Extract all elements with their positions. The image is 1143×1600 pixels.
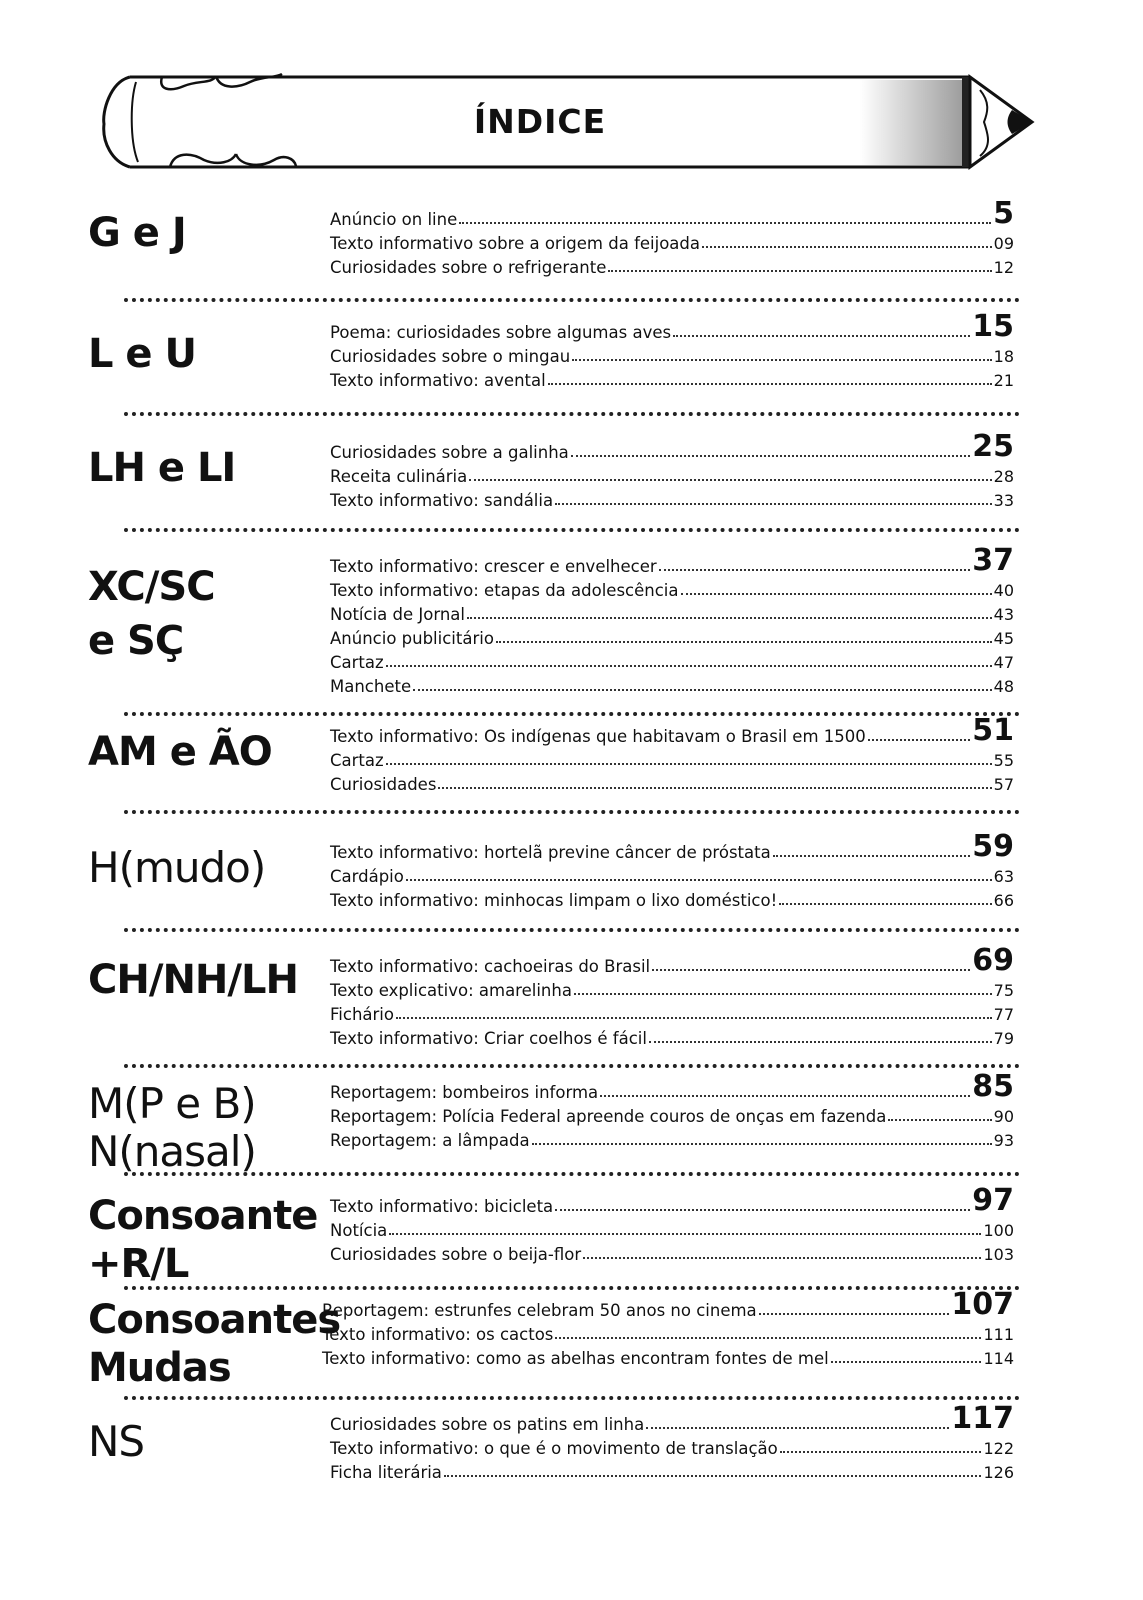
entry-list xyxy=(330,196,1014,277)
section-divider xyxy=(124,1286,1020,1290)
entry-list xyxy=(330,713,1014,794)
section-divider xyxy=(124,712,1020,716)
index-entry[interactable]: Curiosidades 57 xyxy=(330,775,1014,794)
section-heading: M(P e B) N(nasal) xyxy=(88,1079,256,1176)
entry-list xyxy=(330,1183,1014,1264)
entry-list xyxy=(330,829,1014,910)
entry-list xyxy=(330,543,1014,696)
index-entry[interactable]: Texto informativo: bicicleta 97 xyxy=(330,1183,1014,1218)
section-heading: CH/NH/LH xyxy=(88,957,298,1003)
index-entry[interactable]: Texto informativo: avental 21 xyxy=(330,371,1014,390)
index-entry[interactable]: Cartaz 55 xyxy=(330,751,1014,770)
section-heading: L e U xyxy=(88,331,196,377)
index-entry[interactable]: Manchete 48 xyxy=(330,677,1014,696)
section-divider xyxy=(124,810,1020,814)
index-entry[interactable]: Fichário 77 xyxy=(330,1005,1014,1024)
entry-list xyxy=(330,429,1014,510)
index-entry[interactable]: Texto informativo: Criar coelhos é fácil 79 xyxy=(330,1029,1014,1048)
index-entry[interactable]: Curiosidades sobre o mingau 18 xyxy=(330,347,1014,366)
index-entry[interactable]: Curiosidades sobre a galinha 25 xyxy=(330,429,1014,464)
section-divider xyxy=(124,412,1020,416)
index-entry[interactable]: Cartaz 47 xyxy=(330,653,1014,672)
index-entry[interactable]: Reportagem: bombeiros informa 85 xyxy=(330,1069,1014,1104)
section-divider xyxy=(124,528,1020,532)
section-heading: NS xyxy=(88,1417,145,1466)
index-entry[interactable]: Receita culinária 28 xyxy=(330,467,1014,486)
entry-list xyxy=(330,309,1014,390)
index-entry[interactable]: Curiosidades sobre o beija-flor 103 xyxy=(330,1245,1014,1264)
index-entry[interactable]: Notícia 100 xyxy=(330,1221,1014,1240)
index-entry[interactable]: Texto informativo: hortelã previne câncer de próstata 59 xyxy=(330,829,1014,864)
entry-list xyxy=(330,1069,1014,1150)
index-entry[interactable]: Texto informativo: etapas da adolescência 40 xyxy=(330,581,1014,600)
section-heading: G e J xyxy=(88,210,186,256)
index-entry[interactable]: Reportagem: estrunfes celebram 50 anos no cinema 107 xyxy=(322,1287,1014,1322)
index-entry[interactable]: Reportagem: a lâmpada 93 xyxy=(330,1131,1014,1150)
section-heading: Consoantes Mudas xyxy=(88,1297,341,1391)
index-entry[interactable]: Texto informativo: o que é o movimento de translação 122 xyxy=(330,1439,1014,1458)
index-entry[interactable]: Ficha literária 126 xyxy=(330,1463,1014,1482)
index-entry[interactable]: Texto informativo: sandália 33 xyxy=(330,491,1014,510)
index-entry[interactable]: Texto informativo: minhocas limpam o lixo doméstico! 66 xyxy=(330,891,1014,910)
section-heading: Consoante +R/L xyxy=(88,1193,318,1287)
section-divider xyxy=(124,1172,1020,1176)
index-entry[interactable]: Texto informativo: os cactos 111 xyxy=(322,1325,1014,1344)
index-entry[interactable]: Texto informativo: cachoeiras do Brasil 69 xyxy=(330,943,1014,978)
index-entry[interactable]: Texto informativo: Os indígenas que habitavam o Brasil em 1500 51 xyxy=(330,713,1014,748)
section-divider xyxy=(124,928,1020,932)
entry-list xyxy=(330,943,1014,1048)
index-entry[interactable]: Curiosidades sobre o refrigerante 12 xyxy=(330,258,1014,277)
index-entry[interactable]: Cardápio 63 xyxy=(330,867,1014,886)
section-heading: AM e ÃO xyxy=(88,729,272,775)
section-divider xyxy=(124,298,1020,302)
index-entry[interactable]: Notícia de Jornal 43 xyxy=(330,605,1014,624)
section-divider xyxy=(124,1396,1020,1400)
section-heading: LH e LI xyxy=(88,445,236,491)
index-entry[interactable]: Curiosidades sobre os patins em linha 117 xyxy=(330,1401,1014,1436)
index-entry[interactable]: Texto informativo sobre a origem da feijoada 09 xyxy=(330,234,1014,253)
title-banner xyxy=(100,62,1040,182)
index-entry[interactable]: Reportagem: Polícia Federal apreende couros de onças em fazenda 90 xyxy=(330,1107,1014,1126)
index-entry[interactable]: Texto explicativo: amarelinha 75 xyxy=(330,981,1014,1000)
section-heading: H(mudo) xyxy=(88,843,266,892)
index-entry[interactable]: Anúncio publicitário 45 xyxy=(330,629,1014,648)
page-title: ÍNDICE xyxy=(473,102,607,141)
entry-list xyxy=(322,1287,1014,1368)
index-entry[interactable]: Poema: curiosidades sobre algumas aves 15 xyxy=(330,309,1014,344)
index-entry[interactable]: Anúncio on line 5 xyxy=(330,196,1014,231)
index-entry[interactable]: Texto informativo: crescer e envelhecer 37 xyxy=(330,543,1014,578)
section-divider xyxy=(124,1064,1020,1068)
index-entry[interactable]: Texto informativo: como as abelhas encontram fontes de mel 114 xyxy=(322,1349,1014,1368)
section-heading: XC/SC e SÇ xyxy=(88,564,215,664)
entry-list xyxy=(330,1401,1014,1482)
